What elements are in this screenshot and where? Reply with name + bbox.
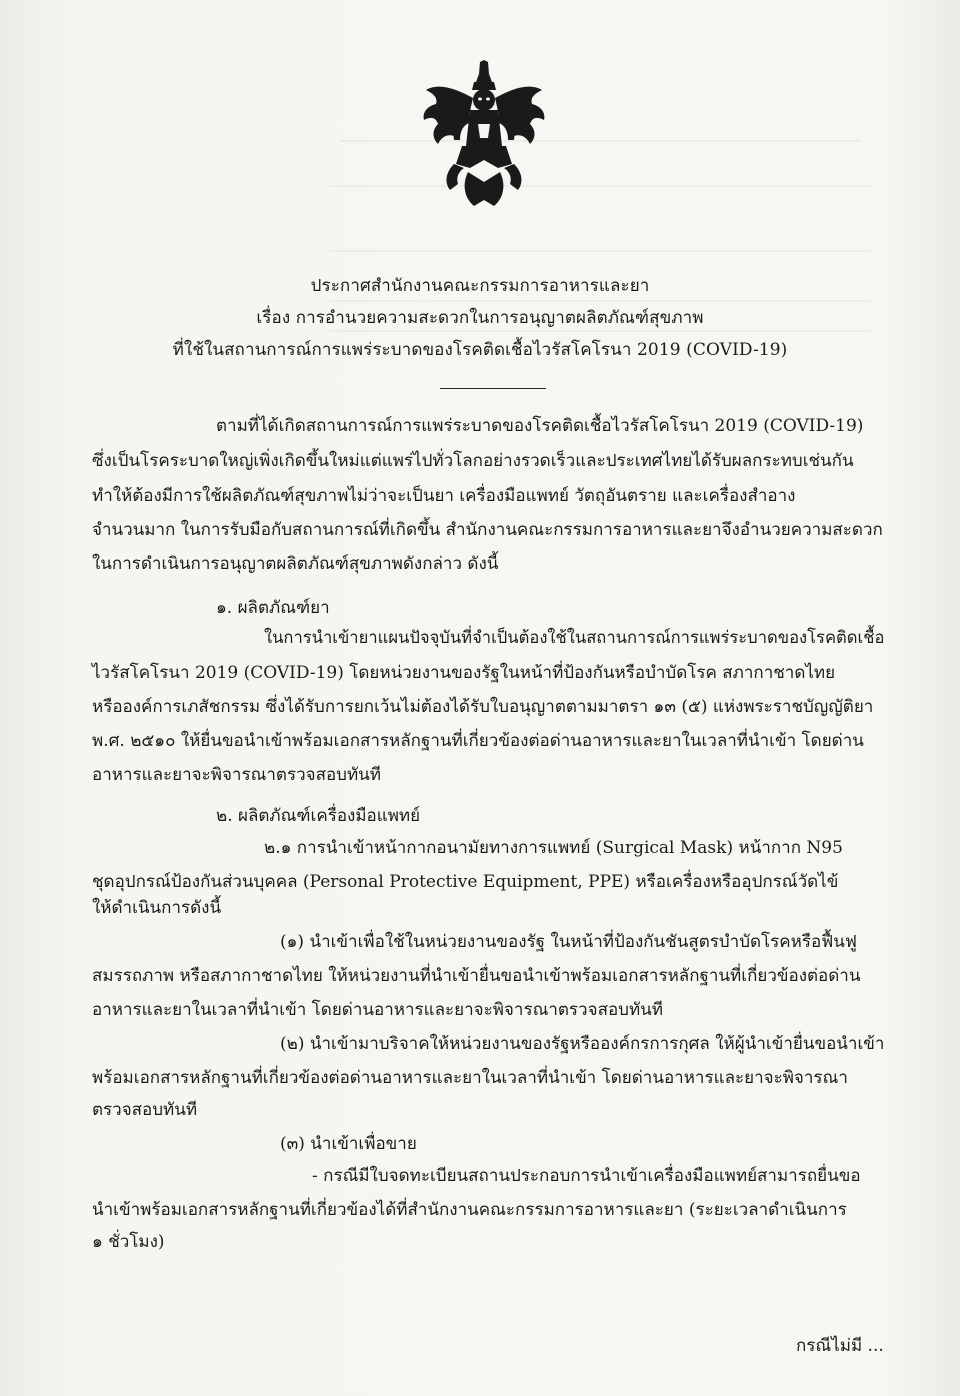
item-3-line: - กรณีมีใบจดทะเบียนสถานประกอบการนำเข้าเครื่องมือแพทย์สามารถยื่นขอ [312, 1166, 861, 1186]
intro-line: ซึ่งเป็นโรคระบาดใหญ่เพิ่งเกิดขึ้นใหม่แต่แพร่ไปทั่วโลกอย่างรวดเร็วและประเทศไทยได้รับผลกระทบเช่นกัน [92, 451, 854, 471]
section-1-line: อาหารและยาจะพิจารณาตรวจสอบทันที [92, 765, 381, 785]
item-1-line: อาหารและยาในเวลาที่นำเข้า โดยด่านอาหารและยาจะพิจารณาตรวจสอบทันที [92, 1000, 663, 1020]
section-2-heading: ๒. ผลิตภัณฑ์เครื่องมือแพทย์ [216, 806, 421, 826]
section-1-line: ไวรัสโคโรนา 2019 (COVID-19) โดยหน่วยงานของรัฐในหน้าที่ป้องกันหรือบำบัดโรค สภากาชาดไทย [92, 663, 836, 683]
subsection-2-1-line: ให้ดำเนินการดังนี้ [92, 898, 222, 918]
intro-line: ในการดำเนินการอนุญาตผลิตภัณฑ์สุขภาพดังกล่าว ดังนี้ [92, 554, 499, 574]
section-1-line: หรือองค์การเภสัชกรรม ซึ่งได้รับการยกเว้นไม่ต้องได้รับใบอนุญาตตามมาตรา ๑๓ (๕) แห่งพระราชบัญญัติยา [92, 697, 874, 717]
item-2-line: ตรวจสอบทันที [92, 1100, 198, 1120]
subsection-2-1-line: ๒.๑ การนำเข้าหน้ากากอนามัยทางการแพทย์ (Surgical Mask) หน้ากาก N95 [264, 838, 843, 858]
intro-line: จำนวนมาก ในการรับมือกับสถานการณ์ที่เกิดขึ้น สำนักงานคณะกรรมการอาหารและยาจึงอำนวยความสะดวก [92, 520, 883, 540]
subject-line: เรื่อง การอำนวยความสะดวกในการอนุญาตผลิตภัณฑ์สุขภาพ [256, 308, 704, 328]
intro-line: ทำให้ต้องมีการใช้ผลิตภัณฑ์สุขภาพไม่ว่าจะเป็นยา เครื่องมือแพทย์ วัตถุอันตราย และเครื่องสำอาง [92, 486, 796, 506]
section-1-heading: ๑. ผลิตภัณฑ์ยา [216, 598, 330, 618]
intro-line: ตามที่ได้เกิดสถานการณ์การแพร่ระบาดของโรคติดเชื้อไวรัสโคโรนา 2019 (COVID-19) [216, 416, 864, 436]
continuation-marker: กรณีไม่มี ... [796, 1336, 884, 1356]
subject-line-continued: ที่ใช้ในสถานการณ์การแพร่ระบาดของโรคติดเชื้อไวรัสโคโรนา 2019 (COVID-19) [172, 340, 788, 360]
item-2-line: (๒) นำเข้ามาบริจาคให้หน่วยงานของรัฐหรือองค์กรการกุศล ให้ผู้นำเข้ายื่นขอนำเข้า [280, 1034, 885, 1054]
announcement-title: ประกาศสำนักงานคณะกรรมการอาหารและยา [310, 276, 650, 296]
item-1-line: สมรรถภาพ หรือสภากาชาดไทย ให้หน่วยงานที่นำเข้ายื่นขอนำเข้าพร้อมเอกสารหลักฐานที่เกี่ยวข้องต่อด่าน [92, 966, 861, 986]
garuda-emblem-icon [418, 60, 550, 212]
section-1-line: ในการนำเข้ายาแผนปัจจุบันที่จำเป็นต้องใช้ในสถานการณ์การแพร่ระบาดของโรคติดเชื้อ [264, 628, 885, 648]
subsection-2-1-line: ชุดอุปกรณ์ป้องกันส่วนบุคคล (Personal Protective Equipment, PPE) หรือเครื่องหรืออุปกรณ์วัดไข้ [92, 872, 839, 892]
item-3-heading: (๓) นำเข้าเพื่อขาย [280, 1134, 417, 1154]
item-3-line: นำเข้าพร้อมเอกสารหลักฐานที่เกี่ยวข้องได้ที่สำนักงานคณะกรรมการอาหารและยา (ระยะเวลาดำเนินการ [92, 1200, 847, 1220]
item-2-line: พร้อมเอกสารหลักฐานที่เกี่ยวข้องต่อด่านอาหารและยาในเวลาที่นำเข้า โดยด่านอาหารและยาจะพิจารณา [92, 1068, 848, 1088]
title-divider [440, 388, 546, 389]
item-3-line: ๑ ชั่วโมง) [92, 1232, 165, 1252]
item-1-line: (๑) นำเข้าเพื่อใช้ในหน่วยงานของรัฐ ในหน้าที่ป้องกันชันสูตรบำบัดโรคหรือฟื้นฟู [280, 932, 857, 952]
section-1-line: พ.ศ. ๒๕๑๐ ให้ยื่นขอนำเข้าพร้อมเอกสารหลักฐานที่เกี่ยวข้องต่อด่านอาหารและยาในเวลาที่นำเข้า โดยด่าน [92, 731, 864, 751]
